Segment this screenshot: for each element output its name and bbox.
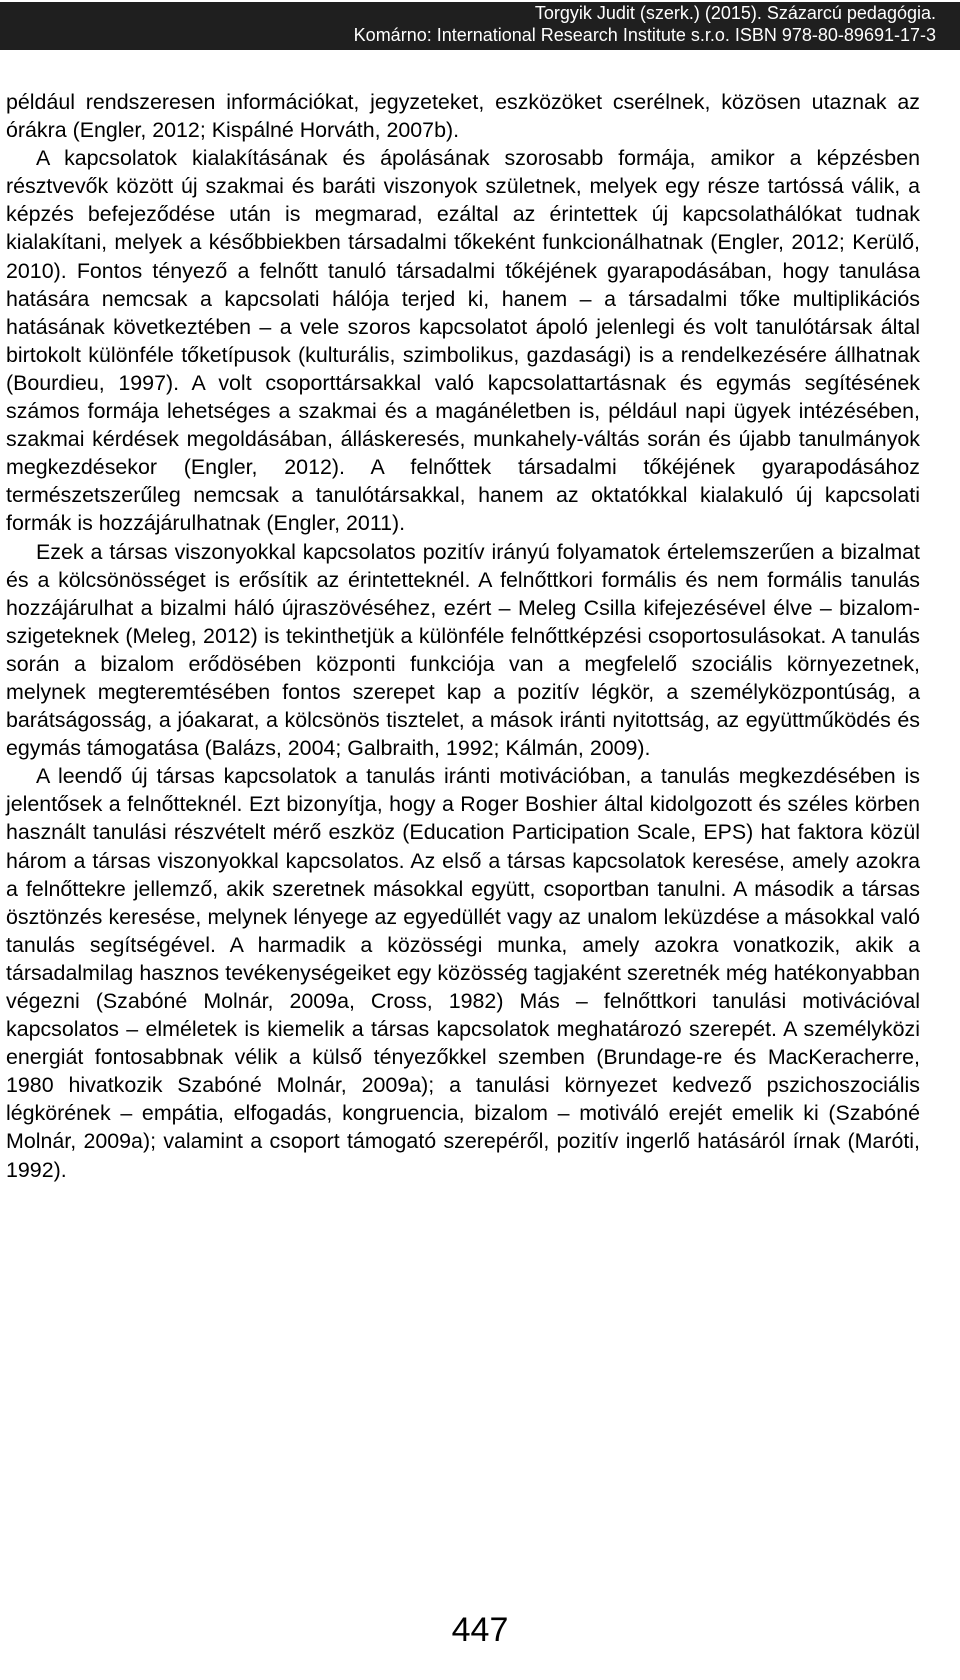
header-publisher-line: Komárno: International Research Institute s.r.o. ISBN 978-80-89691-17-3 [353,25,936,45]
paragraph: például rendszeresen információkat, jegyzeteket, eszközöket cserélnek, közösen utaznak az órákra (Engler, 2012; Kispálné Horváth, 2007b). [6,90,920,143]
page-number: 447 [451,1611,509,1649]
paragraph: A leendő új társas kapcsolatok a tanulás iránti motivációban, a tanulás megkezdésében is jelentősek a felnőtteknél. Ezt bizonyítja, hogy a Roger Boshier által kidolgozott és széles körben használt tanulási részvételt mérő eszköz (Education Participation Scale, EPS) hat faktora közül három a társas viszonyokkal kapcsolatos. Az első a társas kapcsolatok keresése, amely azokra a felnőttekre jellemző, akik szeretnek másokkal együtt, csoportban tanulni. A második a társas ösztönzés keresése, melynek lényege az egyedüllét vagy az unalom leküzdése a másokkal való tanulás segítségével. A harmadik a közösségi munka, amely azokra vonatkozik, akik a társadalmilag hasznos tevékenységeiket egy közösség tagjaként szeretnék még hatékonyabban végezni (Szabóné Molnár, 2009a, Cross, 1982) Más – felnőttkori tanulási motivációval kapcsolatos – elméletek is kiemelik a társas kapcsolatok meghatározó szerepét. A személyközi energiát fontosabbnak vélik a külső tényezőkkel szemben (Brundage-re és MacKeracherre, 1980 hivatkozik Szabóné Molnár, 2009a); a tanulási környezet kedvező pszichoszociális légkörének – empátia, elfogadás, kongruencia, bizalom – motiváló erejét emelik ki (Szabóné Molnár, 2009a); valamint a csoport támogató szerepéről, pozitív ingerlő hatásáról írnak (Maróti, 1992). [6,764,920,1182]
paragraph: A kapcsolatok kialakításának és ápolásának szorosabb formája, amikor a képzésben résztvevők között új szakmai és baráti viszonyok születnek, melyek egy része tartóssá válik, a képzés befejeződése után is megmarad, ezáltal az érintettek új kapcsolathálókat tudnak kialakítani, melyek a későbbiekben társadalmi tőkeként funkcionálhatnak (Engler, 2012; Kerülő, 2010). Fontos tényező a felnőtt tanuló társadalmi tőkéjének gyarapodásában, hogy tanulása hatására nemcsak a kapcsolati hálója terjed ki, hanem – a társadalmi tőke multiplikációs hatásának következtében – a vele szoros kapcsolatot ápoló jelenlegi és volt tanulótársak által birtokolt különféle tőketípusok (kulturális, szimbolikus, gazdasági) is a rendelkezésére állhatnak (Bourdieu, 1997). A volt csoporttársakkal való kapcsolattartásnak és egymás segítésének számos formája lehetséges a szakmai és a magánéletben is, például napi ügyek intézésében, szakmai kérdések megoldásában, álláskeresés, munkahely-váltás során és újabb tanulmányok megkezdésekor (Engler, 2012). A felnőttek társadalmi tőkéjének gyarapodásához természetszerűleg nemcsak a tanulótársakkal, hanem az oktatókkal kialakuló új kapcsolati formák is hozzájárulhatnak (Engler, 2011). [6,146,920,536]
header-citation-line: Torgyik Judit (szerk.) (2015). Százarcú pedagógia. [534,3,936,23]
body-text [6,88,920,1184]
paragraph: Ezek a társas viszonyokkal kapcsolatos pozitív irányú folyamatok értelemszerűen a bizalmat és a kölcsönösséget is erősítik az érintetteknél. A felnőttkori formális és nem formális tanulás hozzájárulhat a bizalmi háló újraszövéséhez, ezért – Meleg Csilla kifejezésével élve – bizalom-szigeteknek (Meleg, 2012) is tekinthetjük a különféle felnőttképzési csoportosulásokat. A tanulás során a bizalom erődösében központi funkciója van a megfelelő szociális környezetnek, melynek megteremtésében fontos szerepet kap a pozitív légkör, a személyközpontúság, a barátságosság, a jóakarat, a kölcsönös tisztelet, a mások iránti nyitottság, az együttműködés és egymás támogatása (Balázs, 2004; Galbraith, 1992; Kálmán, 2009). [6,539,920,761]
running-header [0,2,960,50]
